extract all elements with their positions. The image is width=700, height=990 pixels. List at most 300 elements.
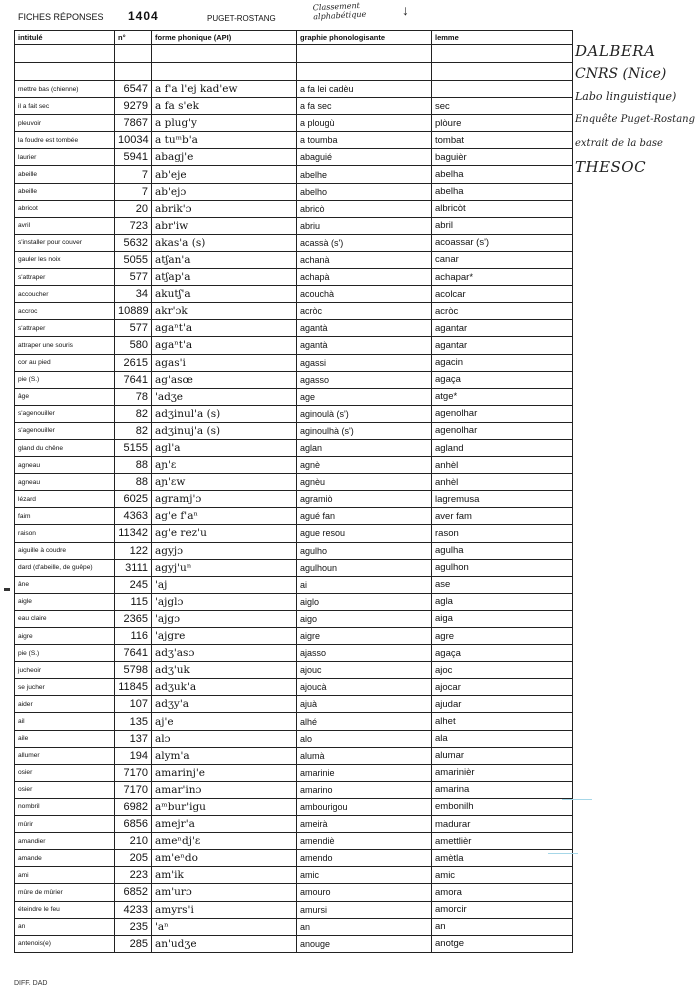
- cell-lemme: agenolhar: [432, 422, 573, 439]
- table-row: [15, 388, 573, 405]
- cell-intitule: ail: [15, 713, 115, 730]
- cell-number: 82: [115, 422, 152, 439]
- cell-number: 135: [115, 713, 152, 730]
- cell-phonetic: adʒ'uk: [152, 662, 297, 679]
- cell-graphie: aiglo: [297, 593, 432, 610]
- cell-lemme: agla: [432, 593, 573, 610]
- table-row: [15, 833, 573, 850]
- cell-lemme: agre: [432, 628, 573, 645]
- table-row: [15, 935, 573, 952]
- cell-phonetic: agyj'uⁿ: [152, 559, 297, 576]
- cell-lemme: agland: [432, 439, 573, 456]
- table-row: [15, 337, 573, 354]
- cell-lemme: [432, 81, 573, 98]
- cell-graphie: alo: [297, 730, 432, 747]
- cell-number: 7170: [115, 764, 152, 781]
- cell-intitule: agneau: [15, 474, 115, 491]
- cell-graphie: a fa sec: [297, 98, 432, 115]
- cell-number: 10034: [115, 132, 152, 149]
- table-row: [15, 354, 573, 371]
- table-row: [15, 645, 573, 662]
- cell-intitule: accoucher: [15, 286, 115, 303]
- cell-graphie: achanà: [297, 251, 432, 268]
- table-row: [15, 816, 573, 833]
- cell-graphie: agantà: [297, 320, 432, 337]
- cell-phonetic: amarinj'e: [152, 764, 297, 781]
- cell-number: 115: [115, 593, 152, 610]
- cell-graphie: acassà (s'): [297, 234, 432, 251]
- table-row: [15, 81, 573, 98]
- cell-phonetic: ag'e f'aⁿ: [152, 508, 297, 525]
- cell-lemme: amettlièr: [432, 833, 573, 850]
- cell-intitule: pie (S.): [15, 645, 115, 662]
- table-row: [15, 149, 573, 166]
- cell-intitule: avril: [15, 217, 115, 234]
- table-row: [15, 901, 573, 918]
- cell-lemme: madurar: [432, 816, 573, 833]
- table-row: [15, 491, 573, 508]
- cell-phonetic: ag'e rez'u: [152, 525, 297, 542]
- cell-number: 107: [115, 696, 152, 713]
- cell-lemme: amic: [432, 867, 573, 884]
- cell-phonetic: amyrs'i: [152, 901, 297, 918]
- cell-intitule: osier: [15, 764, 115, 781]
- table-row: [15, 457, 573, 474]
- cell-intitule: agneau: [15, 457, 115, 474]
- table-row: [15, 628, 573, 645]
- cell-graphie: aglan: [297, 439, 432, 456]
- table-row: [15, 439, 573, 456]
- cell-intitule: laurier: [15, 149, 115, 166]
- cell-phonetic: abr'iw: [152, 217, 297, 234]
- cell-number: 210: [115, 833, 152, 850]
- cell-graphie: a plougù: [297, 115, 432, 132]
- cell-phonetic: atʃan'a: [152, 251, 297, 268]
- cell-phonetic: agaⁿt'a: [152, 320, 297, 337]
- cell-lemme: abelha: [432, 183, 573, 200]
- cell-graphie: age: [297, 388, 432, 405]
- table-row: [15, 559, 573, 576]
- column-header: intitulé: [15, 31, 115, 45]
- cell-number: 577: [115, 320, 152, 337]
- cell-phonetic: akas'a (s): [152, 234, 297, 251]
- cell-lemme: alhet: [432, 713, 573, 730]
- cell-lemme: baguièr: [432, 149, 573, 166]
- cell-intitule: abeille: [15, 166, 115, 183]
- table-header-row: [15, 31, 573, 45]
- cell-graphie: amendo: [297, 850, 432, 867]
- cell-lemme: tombat: [432, 132, 573, 149]
- cell-intitule: s'attraper: [15, 269, 115, 286]
- cell-lemme: ajoc: [432, 662, 573, 679]
- cell-phonetic: amar'inɔ: [152, 781, 297, 798]
- cell-number: 78: [115, 388, 152, 405]
- cell-lemme: agaça: [432, 645, 573, 662]
- cell-graphie: abriu: [297, 217, 432, 234]
- cell-graphie: anouge: [297, 935, 432, 952]
- table-row: [15, 115, 573, 132]
- cell-graphie: achapà: [297, 269, 432, 286]
- cell-phonetic: aɲ'ɛ: [152, 457, 297, 474]
- cell-number: 137: [115, 730, 152, 747]
- cell-intitule: la foudre est tombée: [15, 132, 115, 149]
- cell-number: 5055: [115, 251, 152, 268]
- cell-intitule: éteindre le feu: [15, 901, 115, 918]
- cell-graphie: amarinie: [297, 764, 432, 781]
- cell-graphie: alhé: [297, 713, 432, 730]
- table-row: [15, 269, 573, 286]
- annotation-line: Enquête Puget-Rostang: [575, 114, 696, 125]
- cell-phonetic: 'aj: [152, 576, 297, 593]
- cell-phonetic: abrik'ɔ: [152, 200, 297, 217]
- cell-intitule: eau claire: [15, 610, 115, 627]
- table-row: [15, 679, 573, 696]
- cell-graphie: agnèu: [297, 474, 432, 491]
- cell-graphie: aginoulhà (s'): [297, 422, 432, 439]
- cell-graphie: agulhoun: [297, 559, 432, 576]
- cell-graphie: ague resou: [297, 525, 432, 542]
- cell-graphie: amic: [297, 867, 432, 884]
- cell-intitule: abricot: [15, 200, 115, 217]
- table-row: [15, 132, 573, 149]
- cell-number: 723: [115, 217, 152, 234]
- cell-phonetic: agramj'ɔ: [152, 491, 297, 508]
- cell-lemme: anotge: [432, 935, 573, 952]
- cell-intitule: faim: [15, 508, 115, 525]
- cell-graphie: agnè: [297, 457, 432, 474]
- cell-phonetic: akutʃ'a: [152, 286, 297, 303]
- highlight-mark: [562, 799, 592, 800]
- cell-intitule: osier: [15, 781, 115, 798]
- cell-intitule: âge: [15, 388, 115, 405]
- cell-graphie: acròc: [297, 303, 432, 320]
- cell-number: 5632: [115, 234, 152, 251]
- cell-phonetic: amejr'a: [152, 816, 297, 833]
- table-row: [15, 98, 573, 115]
- table-row: [15, 798, 573, 815]
- cell-graphie: abricò: [297, 200, 432, 217]
- down-arrow-icon: ↓: [402, 2, 409, 18]
- cell-intitule: aigle: [15, 593, 115, 610]
- cell-intitule: amande: [15, 850, 115, 867]
- table-row: [15, 234, 573, 251]
- table-row: [15, 781, 573, 798]
- annotation-line: extrait de la base: [575, 138, 663, 149]
- cell-intitule: an: [15, 918, 115, 935]
- cell-phonetic: adʒy'a: [152, 696, 297, 713]
- cell-number: 10889: [115, 303, 152, 320]
- table-row: [15, 918, 573, 935]
- cell-number: 285: [115, 935, 152, 952]
- cell-number: 88: [115, 457, 152, 474]
- cell-number: 6982: [115, 798, 152, 815]
- table-row: [15, 593, 573, 610]
- cell-graphie: amouro: [297, 884, 432, 901]
- cell-number: 235: [115, 918, 152, 935]
- cell-number: 6856: [115, 816, 152, 833]
- cell-number: 7: [115, 166, 152, 183]
- cell-phonetic: adʒinuj'a (s): [152, 422, 297, 439]
- cell-lemme: agulhon: [432, 559, 573, 576]
- cell-number: 6025: [115, 491, 152, 508]
- cell-lemme: albricòt: [432, 200, 573, 217]
- cell-phonetic: agl'a: [152, 439, 297, 456]
- cell-graphie: agulho: [297, 542, 432, 559]
- cell-graphie: a fa lei cadèu: [297, 81, 432, 98]
- cell-phonetic: alym'a: [152, 747, 297, 764]
- cell-number: 7: [115, 183, 152, 200]
- cell-number: 577: [115, 269, 152, 286]
- table-row: [15, 251, 573, 268]
- annotation-line: CNRS (Nice): [575, 66, 667, 82]
- cell-phonetic: an'udʒe: [152, 935, 297, 952]
- cell-number: 5941: [115, 149, 152, 166]
- cell-graphie: amursi: [297, 901, 432, 918]
- cell-intitule: allumer: [15, 747, 115, 764]
- cell-lemme: amètla: [432, 850, 573, 867]
- cell-lemme: agaça: [432, 371, 573, 388]
- cell-graphie: abaguié: [297, 149, 432, 166]
- table-row: [15, 884, 573, 901]
- cell-lemme: atge*: [432, 388, 573, 405]
- cell-intitule: s'agenouiller: [15, 422, 115, 439]
- table-row: [15, 286, 573, 303]
- table-row: [15, 422, 573, 439]
- cell-intitule: pie (S.): [15, 371, 115, 388]
- cell-intitule: se jucher: [15, 679, 115, 696]
- table-row: [15, 183, 573, 200]
- table-row: [15, 764, 573, 781]
- cell-graphie: agassi: [297, 354, 432, 371]
- cell-graphie: aigre: [297, 628, 432, 645]
- cell-number: 88: [115, 474, 152, 491]
- handwritten-line: Classement: [312, 0, 361, 13]
- cell-intitule: gland du chêne: [15, 439, 115, 456]
- cell-number: 82: [115, 405, 152, 422]
- empty-row: [15, 63, 573, 81]
- cell-intitule: il a fait sec: [15, 98, 115, 115]
- table-row: [15, 303, 573, 320]
- cell-number: 116: [115, 628, 152, 645]
- cell-phonetic: am'ik: [152, 867, 297, 884]
- cell-phonetic: adʒ'asɔ: [152, 645, 297, 662]
- handwritten-line: alphabétique: [313, 9, 367, 22]
- cell-graphie: ajuà: [297, 696, 432, 713]
- cell-graphie: agué fan: [297, 508, 432, 525]
- cell-number: 223: [115, 867, 152, 884]
- cell-graphie: ambourigou: [297, 798, 432, 815]
- cell-graphie: abelhe: [297, 166, 432, 183]
- cell-lemme: an: [432, 918, 573, 935]
- cell-graphie: aginoulà (s'): [297, 405, 432, 422]
- cell-intitule: âne: [15, 576, 115, 593]
- cell-intitule: attraper une souris: [15, 337, 115, 354]
- cell-number: 122: [115, 542, 152, 559]
- cell-phonetic: 'ajglɔ: [152, 593, 297, 610]
- cell-number: 7170: [115, 781, 152, 798]
- cell-phonetic: 'aⁿ: [152, 918, 297, 935]
- cell-phonetic: ab'eje: [152, 166, 297, 183]
- cell-lemme: ase: [432, 576, 573, 593]
- cell-lemme: anhèl: [432, 457, 573, 474]
- cell-number: 5798: [115, 662, 152, 679]
- cell-number: 6852: [115, 884, 152, 901]
- cell-lemme: amora: [432, 884, 573, 901]
- table-row: [15, 713, 573, 730]
- cell-phonetic: alɔ: [152, 730, 297, 747]
- table-row: [15, 525, 573, 542]
- cell-phonetic: aᵐbur'igu: [152, 798, 297, 815]
- cell-number: 11845: [115, 679, 152, 696]
- cell-number: 4363: [115, 508, 152, 525]
- cell-intitule: lézard: [15, 491, 115, 508]
- cell-phonetic: 'ajgɔ: [152, 610, 297, 627]
- cell-number: 245: [115, 576, 152, 593]
- cell-intitule: s'installer pour couver: [15, 234, 115, 251]
- cell-lemme: rason: [432, 525, 573, 542]
- cell-number: 5155: [115, 439, 152, 456]
- cell-intitule: cor au pied: [15, 354, 115, 371]
- cell-phonetic: aɲ'ɛw: [152, 474, 297, 491]
- table-row: [15, 542, 573, 559]
- cell-graphie: acouchà: [297, 286, 432, 303]
- table-row: [15, 474, 573, 491]
- cell-phonetic: am'eⁿdo: [152, 850, 297, 867]
- cell-intitule: ami: [15, 867, 115, 884]
- column-header: lemme: [432, 31, 573, 45]
- cell-intitule: aiguille à coudre: [15, 542, 115, 559]
- cell-intitule: raison: [15, 525, 115, 542]
- cell-number: 580: [115, 337, 152, 354]
- cell-number: 11342: [115, 525, 152, 542]
- cell-intitule: dard (d'abeille, de guêpe): [15, 559, 115, 576]
- cell-intitule: amandier: [15, 833, 115, 850]
- cell-number: 7641: [115, 371, 152, 388]
- cell-graphie: ajasso: [297, 645, 432, 662]
- cell-number: 205: [115, 850, 152, 867]
- cell-intitule: abeille: [15, 183, 115, 200]
- cell-lemme: ala: [432, 730, 573, 747]
- cell-phonetic: adʒinul'a (s): [152, 405, 297, 422]
- cell-graphie: alumà: [297, 747, 432, 764]
- cell-phonetic: akr'ɔk: [152, 303, 297, 320]
- cell-graphie: ai: [297, 576, 432, 593]
- cell-number: 20: [115, 200, 152, 217]
- cell-lemme: acolcar: [432, 286, 573, 303]
- cell-graphie: ajouc: [297, 662, 432, 679]
- cell-lemme: acoassar (s'): [432, 234, 573, 251]
- cell-intitule: pleuvoir: [15, 115, 115, 132]
- cell-intitule: s'attraper: [15, 320, 115, 337]
- cell-graphie: ajoucà: [297, 679, 432, 696]
- cell-lemme: sec: [432, 98, 573, 115]
- table-row: [15, 610, 573, 627]
- cell-phonetic: am'urɔ: [152, 884, 297, 901]
- sheet-number: 1404: [128, 9, 159, 23]
- cell-intitule: jucheoir: [15, 662, 115, 679]
- annotation-line: Labo linguistique): [575, 90, 677, 103]
- cell-lemme: plòure: [432, 115, 573, 132]
- response-table: [14, 30, 573, 953]
- cell-intitule: mûrir: [15, 816, 115, 833]
- cell-lemme: abril: [432, 217, 573, 234]
- table-row: [15, 747, 573, 764]
- cell-lemme: alumar: [432, 747, 573, 764]
- cell-graphie: ameirà: [297, 816, 432, 833]
- cell-lemme: aver fam: [432, 508, 573, 525]
- cell-phonetic: a f'a l'ej kad'ew: [152, 81, 297, 98]
- cell-lemme: aiga: [432, 610, 573, 627]
- cell-lemme: ajocar: [432, 679, 573, 696]
- cell-graphie: a toumba: [297, 132, 432, 149]
- cell-number: 4233: [115, 901, 152, 918]
- table-row: [15, 730, 573, 747]
- cell-phonetic: abagj'e: [152, 149, 297, 166]
- cell-lemme: abelha: [432, 166, 573, 183]
- cell-graphie: agramiò: [297, 491, 432, 508]
- cell-phonetic: agaⁿt'a: [152, 337, 297, 354]
- table-row: [15, 576, 573, 593]
- cell-intitule: aider: [15, 696, 115, 713]
- table-row: [15, 508, 573, 525]
- cell-graphie: agasso: [297, 371, 432, 388]
- margin-tick-mark: [4, 588, 10, 591]
- table-row: [15, 662, 573, 679]
- survey-place: PUGET-ROSTANG: [207, 14, 276, 23]
- cell-intitule: aigre: [15, 628, 115, 645]
- cell-phonetic: adʒuk'a: [152, 679, 297, 696]
- table-row: [15, 320, 573, 337]
- cell-lemme: amarinièr: [432, 764, 573, 781]
- table-row: [15, 200, 573, 217]
- table-row: [15, 217, 573, 234]
- cell-phonetic: agas'i: [152, 354, 297, 371]
- cell-lemme: embonilh: [432, 798, 573, 815]
- cell-number: 3111: [115, 559, 152, 576]
- cell-lemme: agantar: [432, 320, 573, 337]
- cell-lemme: agantar: [432, 337, 573, 354]
- column-header: graphie phonologisante: [297, 31, 432, 45]
- cell-phonetic: agyjɔ: [152, 542, 297, 559]
- cell-lemme: agulha: [432, 542, 573, 559]
- cell-intitule: accroc: [15, 303, 115, 320]
- empty-row: [15, 45, 573, 63]
- cell-number: 7867: [115, 115, 152, 132]
- table-row: [15, 867, 573, 884]
- cell-phonetic: 'ajgre: [152, 628, 297, 645]
- sheet-title: FICHES RÉPONSES: [18, 12, 104, 22]
- cell-intitule: nombril: [15, 798, 115, 815]
- cell-lemme: ajudar: [432, 696, 573, 713]
- cell-number: 194: [115, 747, 152, 764]
- cell-number: 7641: [115, 645, 152, 662]
- cell-graphie: amendiè: [297, 833, 432, 850]
- cell-number: 6547: [115, 81, 152, 98]
- cell-lemme: lagremusa: [432, 491, 573, 508]
- cell-number: 9279: [115, 98, 152, 115]
- cell-graphie: amarino: [297, 781, 432, 798]
- cell-number: 2365: [115, 610, 152, 627]
- cell-intitule: mettre bas (chienne): [15, 81, 115, 98]
- annotation-line: DALBERA: [575, 42, 656, 60]
- cell-number: 34: [115, 286, 152, 303]
- cell-lemme: agenolhar: [432, 405, 573, 422]
- cell-phonetic: ab'ejɔ: [152, 183, 297, 200]
- cell-lemme: acròc: [432, 303, 573, 320]
- cell-lemme: canar: [432, 251, 573, 268]
- cell-intitule: aile: [15, 730, 115, 747]
- cell-graphie: abelho: [297, 183, 432, 200]
